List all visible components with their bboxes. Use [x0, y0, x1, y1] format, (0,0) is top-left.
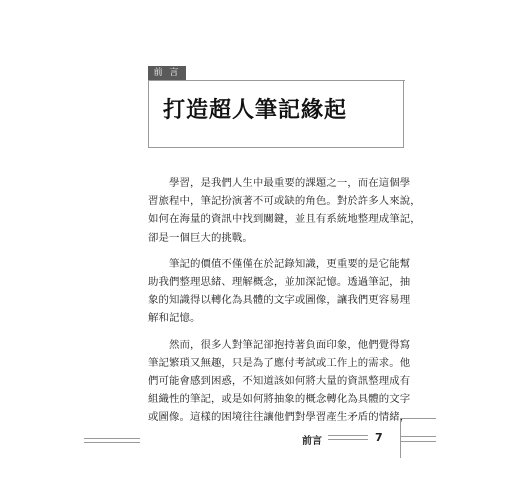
text-line: 然而，很多人對筆記卻抱持著負面印象，他們覺得寫	[148, 338, 411, 351]
paragraph-3	[148, 336, 411, 427]
text-line: 如何在海量的資訊中找到關鍵，並且有系統地整理成筆記，	[148, 213, 421, 226]
page-title: 打造超人筆記緣起	[163, 97, 348, 123]
text-line: 組織性的筆記，或是如何將抽象的概念轉化為具體的文字	[148, 393, 411, 406]
footer-section-label: 前言	[302, 436, 322, 447]
text-line: 學習，是我們人生中最重要的課題之一，而在這個學	[148, 177, 411, 189]
text-line: 筆記的價值不僅僅在於記錄知識，更重要的是它能幫	[148, 257, 411, 270]
page-number: 7	[375, 431, 383, 444]
footer-corner-mark	[400, 418, 436, 458]
footer-corner-line	[400, 441, 436, 442]
text-line: 們可能會感到困惑，不知道該如何將大量的資訊整理成有	[148, 375, 411, 388]
chapter-tag: 前 言	[148, 66, 186, 80]
paragraph-1	[148, 174, 421, 247]
title-rule	[186, 80, 405, 81]
paragraph-2	[148, 255, 411, 328]
text-line: 習旅程中，筆記扮演著不可或缺的角色。對於許多人來說，	[148, 195, 421, 208]
footer-separator	[328, 435, 368, 440]
title-box	[148, 80, 404, 148]
footer-corner-line	[400, 436, 436, 437]
text-line: 或圖像。這樣的困境往往讓他們對學習產生矛盾的情緒，	[148, 411, 411, 424]
text-line: 解和記憶。	[148, 312, 201, 325]
text-line: 卻是一個巨大的挑戰。	[148, 231, 253, 244]
footer-left-rule	[84, 438, 140, 443]
text-line: 象的知識得以轉化為具體的文字或圖像，讓我們更容易理	[148, 294, 411, 307]
text-line: 筆記繁瑣又無趣，只是為了應付考試或工作上的需求。他	[148, 356, 411, 369]
text-line: 助我們整理思緒、理解概念，並加深記憶。透過筆記，抽	[148, 276, 411, 289]
body-text	[148, 174, 421, 435]
